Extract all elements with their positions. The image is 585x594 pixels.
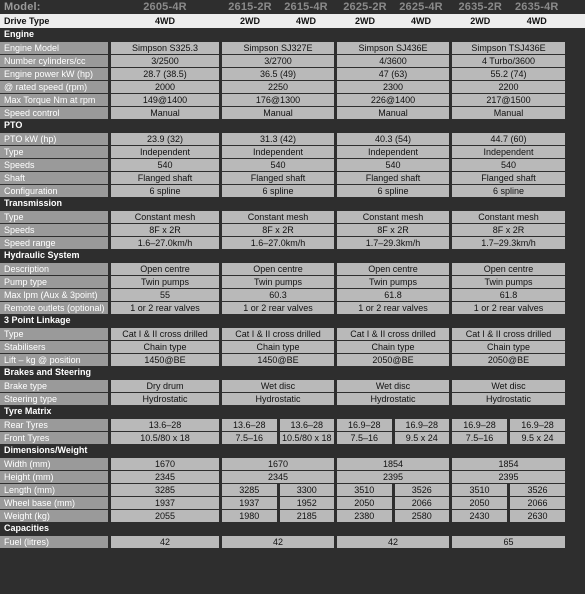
spec-row	[0, 94, 585, 106]
spec-value: 1 or 2 rear valves	[111, 302, 219, 314]
spec-value: 1.7–29.3km/h	[452, 237, 565, 249]
spec-label: Max Torque Nm at rpm	[0, 94, 108, 106]
spec-value: 55.2 (74)	[452, 68, 565, 80]
spec-label: Height (mm)	[0, 471, 108, 483]
spec-label: Shaft	[0, 172, 108, 184]
section-header	[0, 197, 585, 210]
spec-value: Twin pumps	[111, 276, 219, 288]
spec-value: 3510	[452, 484, 507, 496]
spec-value: 226@1400	[337, 94, 449, 106]
spec-value: Open centre	[222, 263, 334, 275]
spec-value: 31.3 (42)	[222, 133, 334, 145]
section-title: Hydraulic System	[4, 250, 80, 260]
spec-value: Dry drum	[111, 380, 219, 392]
spec-label: Number cylinders/cc	[0, 55, 108, 67]
spec-sections	[0, 28, 585, 548]
spec-value: 1670	[222, 458, 334, 470]
spec-value: Cat I & II cross drilled	[452, 328, 565, 340]
spec-row	[0, 107, 585, 119]
spec-label: @ rated speed (rpm)	[0, 81, 108, 93]
spec-value: 1.6–27.0km/h	[111, 237, 219, 249]
section-title: PTO	[4, 120, 23, 130]
spec-row	[0, 497, 585, 509]
spec-row	[0, 536, 585, 548]
spec-value: 10.5/80 x 18	[280, 432, 335, 444]
spec-value: 1937	[222, 497, 277, 509]
spec-row	[0, 354, 585, 366]
spec-label: Weight (kg)	[0, 510, 108, 522]
spec-value: Open centre	[111, 263, 219, 275]
spec-value: Twin pumps	[452, 276, 565, 288]
spec-value: 10.5/80 x 18	[111, 432, 219, 444]
spec-value: 2395	[337, 471, 449, 483]
spec-value: 9.5 x 24	[510, 432, 565, 444]
section-header	[0, 28, 585, 41]
section-header	[0, 366, 585, 379]
spec-row	[0, 380, 585, 392]
spec-row	[0, 172, 585, 184]
spec-label: Width (mm)	[0, 458, 108, 470]
model-name: 2605-4R	[143, 0, 187, 13]
spec-value: 1 or 2 rear valves	[452, 302, 565, 314]
spec-value: 1854	[452, 458, 565, 470]
spec-value: Independent	[452, 146, 565, 158]
spec-value: 16.9–28	[452, 419, 507, 431]
spec-value-group	[222, 419, 334, 431]
spec-value: 8F x 2R	[222, 224, 334, 236]
spec-value: Flanged shaft	[111, 172, 219, 184]
spec-value: 8F x 2R	[111, 224, 219, 236]
spec-label: Rear Tyres	[0, 419, 108, 431]
spec-row	[0, 263, 585, 275]
spec-value: 61.8	[337, 289, 449, 301]
spec-label: Lift – kg @ position	[0, 354, 108, 366]
spec-value: 1 or 2 rear valves	[337, 302, 449, 314]
spec-value: 1670	[111, 458, 219, 470]
spec-value: Constant mesh	[337, 211, 449, 223]
spec-value: 28.7 (38.5)	[111, 68, 219, 80]
spec-value: 7.5–16	[452, 432, 507, 444]
spec-row	[0, 432, 585, 444]
spec-value: Simpson SJ327E	[222, 42, 334, 54]
spec-value: 1450@BE	[111, 354, 219, 366]
spec-value: 4 Turbo/3600	[452, 55, 565, 67]
spec-value: Hydrostatic	[452, 393, 565, 405]
spec-label: Speeds	[0, 159, 108, 171]
spec-label: Max lpm (Aux & 3point)	[0, 289, 108, 301]
drive-type-value: 2WD	[240, 15, 260, 26]
spec-value: Chain type	[337, 341, 449, 353]
spec-value: 60.3	[222, 289, 334, 301]
spec-value: 42	[222, 536, 334, 548]
section-header	[0, 522, 585, 535]
spec-value-group	[337, 432, 449, 444]
spec-row	[0, 458, 585, 470]
spec-value: 2630	[510, 510, 565, 522]
spec-value: 2066	[395, 497, 450, 509]
drive-type-value: 4WD	[155, 15, 175, 26]
spec-label: Speed control	[0, 107, 108, 119]
spec-value-group	[337, 497, 449, 509]
drive-type-group	[222, 14, 334, 28]
section-title: 3 Point Linkage	[4, 315, 71, 325]
model-name: 2635-4R	[514, 0, 559, 13]
spec-value: 7.5–16	[222, 432, 277, 444]
spec-row	[0, 289, 585, 301]
spec-value: 2430	[452, 510, 507, 522]
spec-value: 6 spline	[222, 185, 334, 197]
spec-value: 2050@BE	[337, 354, 449, 366]
model-name: 2615-4R	[284, 0, 328, 13]
spec-value: 2200	[452, 81, 565, 93]
spec-value: 2185	[280, 510, 335, 522]
spec-value: Flanged shaft	[452, 172, 565, 184]
spec-value: 16.9–28	[510, 419, 565, 431]
spec-value-group	[452, 497, 565, 509]
spec-value-group	[452, 432, 565, 444]
model-name: 2625-2R	[343, 0, 387, 13]
spec-value: Cat I & II cross drilled	[337, 328, 449, 340]
drive-type-group	[452, 14, 565, 28]
spec-label: Fuel (litres)	[0, 536, 108, 548]
spec-value: 3/2500	[111, 55, 219, 67]
spec-value-group	[222, 432, 334, 444]
spec-value: 16.9–28	[395, 419, 450, 431]
model-group	[337, 0, 449, 14]
spec-value: 1 or 2 rear valves	[222, 302, 334, 314]
spec-value: 6 spline	[452, 185, 565, 197]
spec-value: 2395	[452, 471, 565, 483]
section-title: Brakes and Steering	[4, 367, 92, 377]
spec-value: Twin pumps	[222, 276, 334, 288]
spec-value: 2066	[510, 497, 565, 509]
spec-value: Hydrostatic	[111, 393, 219, 405]
spec-value: Wet disc	[337, 380, 449, 392]
spec-value-group	[337, 510, 449, 522]
drive-type-value: 4WD	[411, 15, 431, 26]
spec-value: Constant mesh	[222, 211, 334, 223]
spec-value: Open centre	[452, 263, 565, 275]
spec-value: 176@1300	[222, 94, 334, 106]
drive-type-value: 2WD	[470, 15, 491, 26]
spec-value: Flanged shaft	[222, 172, 334, 184]
spec-value: 47 (63)	[337, 68, 449, 80]
spec-value-group	[452, 419, 565, 431]
spec-value: 1854	[337, 458, 449, 470]
spec-row	[0, 276, 585, 288]
spec-label: Length (mm)	[0, 484, 108, 496]
spec-label: Type	[0, 146, 108, 158]
spec-value-group	[337, 484, 449, 496]
spec-value: Manual	[111, 107, 219, 119]
spec-label: Description	[0, 263, 108, 275]
spec-value-group	[222, 510, 334, 522]
spec-value: Flanged shaft	[337, 172, 449, 184]
section-header	[0, 444, 585, 457]
spec-value-group	[337, 419, 449, 431]
spec-value: Independent	[222, 146, 334, 158]
spec-value: 540	[111, 159, 219, 171]
spec-value: 1952	[280, 497, 335, 509]
spec-label: Steering type	[0, 393, 108, 405]
spec-value: Wet disc	[452, 380, 565, 392]
spec-label: Type	[0, 328, 108, 340]
spec-value: Manual	[337, 107, 449, 119]
spec-value: 2580	[395, 510, 450, 522]
spec-value: 2300	[337, 81, 449, 93]
spec-row	[0, 471, 585, 483]
spec-value: Independent	[337, 146, 449, 158]
spec-value: Open centre	[337, 263, 449, 275]
spec-value: 2055	[111, 510, 219, 522]
spec-value: 13.6–28	[222, 419, 277, 431]
spec-value: 7.5–16	[337, 432, 392, 444]
spec-label: Remote outlets (optional)	[0, 302, 108, 314]
spec-value: Cat I & II cross drilled	[111, 328, 219, 340]
spec-row	[0, 146, 585, 158]
spec-value: 1.6–27.0km/h	[222, 237, 334, 249]
drive-type-value: 4WD	[526, 15, 547, 26]
spec-value: 3526	[510, 484, 565, 496]
spec-value: 6 spline	[337, 185, 449, 197]
spec-value: 36.5 (49)	[222, 68, 334, 80]
spec-row	[0, 159, 585, 171]
spec-value: 23.9 (32)	[111, 133, 219, 145]
spec-row	[0, 419, 585, 431]
spec-row	[0, 510, 585, 522]
spec-value-group	[452, 510, 565, 522]
spec-value-group	[222, 484, 334, 496]
spec-label: Engine Model	[0, 42, 108, 54]
drive-type-label: Drive Type	[4, 15, 50, 26]
spec-row	[0, 328, 585, 340]
spec-row	[0, 185, 585, 197]
spec-value: Constant mesh	[452, 211, 565, 223]
spec-value: Independent	[111, 146, 219, 158]
spec-value: 13.6–28	[111, 419, 219, 431]
spec-value: 149@1400	[111, 94, 219, 106]
spec-row	[0, 393, 585, 405]
spec-value: 2380	[337, 510, 392, 522]
spec-value: 2050@BE	[452, 354, 565, 366]
spec-value: Cat I & II cross drilled	[222, 328, 334, 340]
spec-value: 4/3600	[337, 55, 449, 67]
spec-value: 3285	[111, 484, 219, 496]
spec-value: Constant mesh	[111, 211, 219, 223]
spec-label: Configuration	[0, 185, 108, 197]
spec-value: 2345	[111, 471, 219, 483]
spec-value: 3526	[395, 484, 450, 496]
spec-value: 1450@BE	[222, 354, 334, 366]
spec-row	[0, 237, 585, 249]
spec-value: Chain type	[111, 341, 219, 353]
spec-value: 9.5 x 24	[395, 432, 450, 444]
section-title: Engine	[4, 29, 35, 39]
spec-value: Chain type	[222, 341, 334, 353]
spec-value: 2000	[111, 81, 219, 93]
drive-type-value: 2WD	[355, 15, 375, 26]
section-header	[0, 249, 585, 262]
spec-value: 8F x 2R	[337, 224, 449, 236]
spec-value: 55	[111, 289, 219, 301]
spec-value-group	[222, 497, 334, 509]
spec-row	[0, 302, 585, 314]
model-name: 2625-4R	[399, 0, 443, 13]
spec-label: Pump type	[0, 276, 108, 288]
spec-value: 61.8	[452, 289, 565, 301]
spec-value: Wet disc	[222, 380, 334, 392]
drive-type-value: 4WD	[296, 15, 316, 26]
spec-value: 3510	[337, 484, 392, 496]
spec-label: Front Tyres	[0, 432, 108, 444]
model-header-row	[0, 0, 585, 14]
spec-value: 3285	[222, 484, 277, 496]
spec-value: Simpson TSJ436E	[452, 42, 565, 54]
spec-label: Brake type	[0, 380, 108, 392]
spec-label: Engine power kW (hp)	[0, 68, 108, 80]
section-title: Transmission	[4, 198, 63, 208]
section-title: Tyre Matrix	[4, 406, 52, 416]
section-title: Capacities	[4, 523, 50, 533]
model-group	[222, 0, 334, 14]
spec-value: Chain type	[452, 341, 565, 353]
drive-type-group	[337, 14, 449, 28]
spec-value: 540	[452, 159, 565, 171]
spec-value: 40.3 (54)	[337, 133, 449, 145]
spec-label: Wheel base (mm)	[0, 497, 108, 509]
model-name: 2615-2R	[228, 0, 272, 13]
spec-value: Simpson S325.3	[111, 42, 219, 54]
spec-value: 540	[337, 159, 449, 171]
section-header	[0, 314, 585, 327]
spec-label: Speed range	[0, 237, 108, 249]
model-header-label: Model:	[4, 0, 41, 13]
drive-type-row	[0, 14, 585, 28]
spec-value: 3300	[280, 484, 335, 496]
spec-value: 1.7–29.3km/h	[337, 237, 449, 249]
spec-value: 217@1500	[452, 94, 565, 106]
section-header	[0, 405, 585, 418]
spec-value: 6 spline	[111, 185, 219, 197]
spec-row	[0, 42, 585, 54]
spec-value: 1980	[222, 510, 277, 522]
spec-value: 16.9–28	[337, 419, 392, 431]
spec-row	[0, 211, 585, 223]
spec-value: Hydrostatic	[222, 393, 334, 405]
spec-value: 2345	[222, 471, 334, 483]
spec-value-group	[452, 484, 565, 496]
spec-row	[0, 133, 585, 145]
spec-value: Manual	[452, 107, 565, 119]
model-name: 2635-2R	[458, 0, 503, 13]
spec-row	[0, 224, 585, 236]
spec-label: Type	[0, 211, 108, 223]
spec-value: 3/2700	[222, 55, 334, 67]
spec-value: 13.6–28	[280, 419, 335, 431]
spec-row	[0, 341, 585, 353]
spec-row	[0, 484, 585, 496]
model-group	[452, 0, 565, 14]
spec-label: Speeds	[0, 224, 108, 236]
spec-label: PTO kW (hp)	[0, 133, 108, 145]
spec-value: 540	[222, 159, 334, 171]
spec-row	[0, 68, 585, 80]
spec-value: 42	[111, 536, 219, 548]
spec-value: Manual	[222, 107, 334, 119]
spec-value: 1937	[111, 497, 219, 509]
spec-value: Hydrostatic	[337, 393, 449, 405]
spec-row	[0, 81, 585, 93]
spec-value: Simpson SJ436E	[337, 42, 449, 54]
spec-value: 8F x 2R	[452, 224, 565, 236]
spec-label: Stabilisers	[0, 341, 108, 353]
section-header	[0, 119, 585, 132]
spec-value: 2250	[222, 81, 334, 93]
spec-value: 42	[337, 536, 449, 548]
spec-value: 2050	[452, 497, 507, 509]
section-title: Dimensions/Weight	[4, 445, 88, 455]
spec-value: 65	[452, 536, 565, 548]
spec-value: 44.7 (60)	[452, 133, 565, 145]
spec-value: Twin pumps	[337, 276, 449, 288]
spec-value: 2050	[337, 497, 392, 509]
spec-row	[0, 55, 585, 67]
